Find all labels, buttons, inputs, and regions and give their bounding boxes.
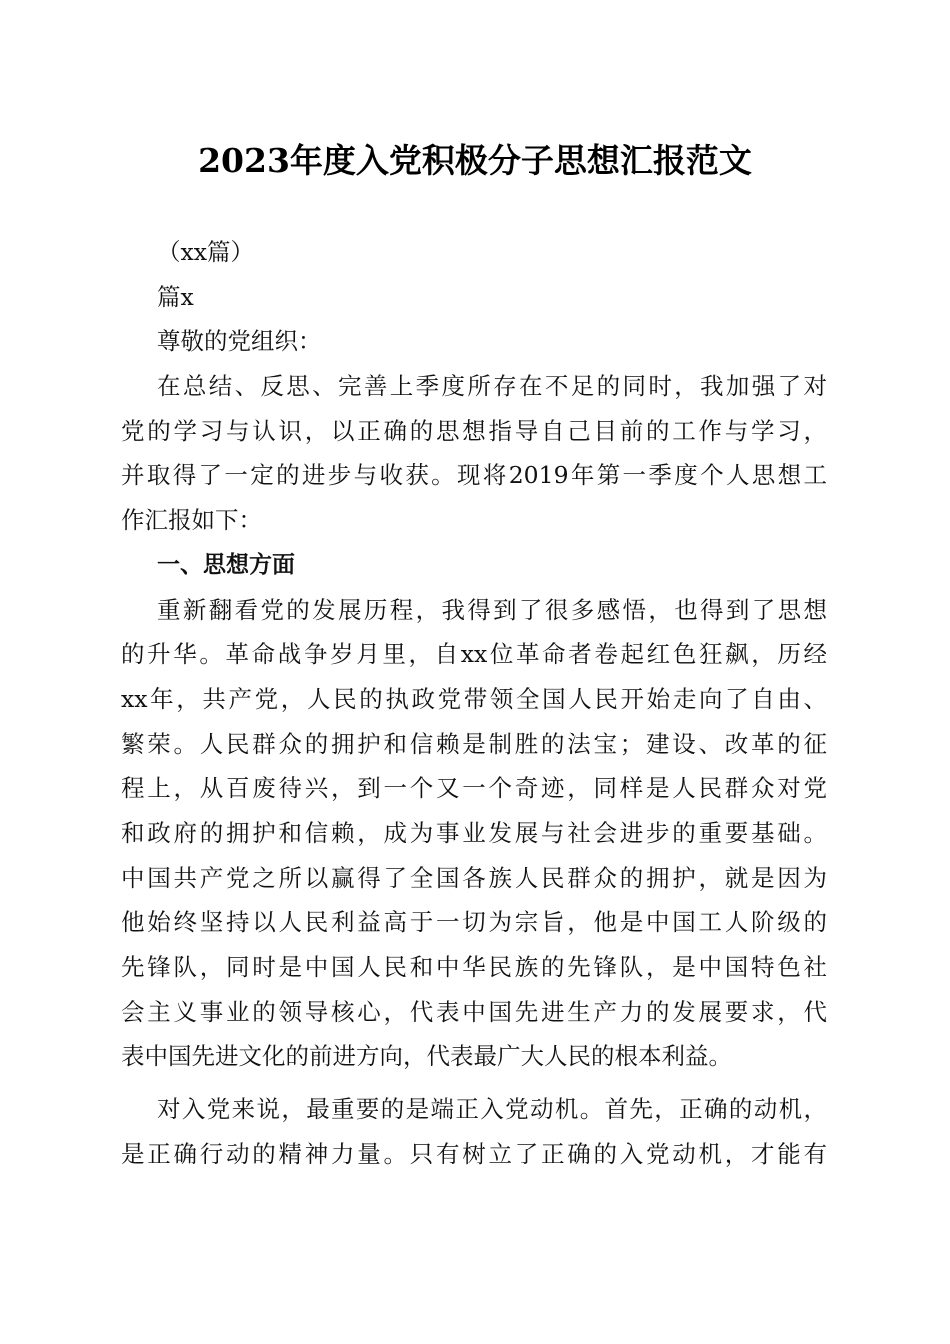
document-body bbox=[121, 230, 827, 1176]
paragraph-line: 和政府的拥护和信赖，成为事业发展与社会进步的重要基础。 bbox=[121, 818, 827, 847]
paragraph-line: 会主义事业的领导核心，代表中国先进生产力的发展要求，代 bbox=[121, 997, 827, 1026]
paragraph-line: 是正确行动的精神力量。只有树立了正确的入党动机，才能有 bbox=[121, 1139, 827, 1168]
paragraph-line: 他始终坚持以人民利益高于一切为宗旨，他是中国工人阶级的 bbox=[121, 908, 827, 937]
paragraph-line: 的升华。革命战争岁月里，自xx位革命者卷起红色狂飙，历经 bbox=[121, 640, 827, 669]
intro-line: 党的学习与认识，以正确的思想指导自己目前的工作与学习， bbox=[121, 416, 827, 445]
intro-line: 并取得了一定的进步与收获。现将2019年第一季度个人思想工 bbox=[121, 461, 827, 490]
paragraph-line: 先锋队，同时是中国人民和中华民族的先锋队，是中国特色社 bbox=[121, 953, 827, 981]
section-label: 篇x bbox=[157, 282, 194, 311]
paragraph-line: 对入党来说，最重要的是端正入党动机。首先，正确的动机， bbox=[157, 1095, 827, 1124]
paragraph-line: 表中国先进文化的前进方向，代表最广大人民的根本利益。 bbox=[121, 1042, 732, 1071]
paragraph-line: 重新翻看党的发展历程，我得到了很多感悟，也得到了思想 bbox=[157, 595, 827, 624]
paragraph-line: 繁荣。人民群众的拥护和信赖是制胜的法宝；建设、改革的征 bbox=[121, 729, 827, 758]
paragraph-line: xx年，共产党，人民的执政党带领全国人民开始走向了自由、 bbox=[121, 684, 827, 713]
paragraph-line: 程上，从百废待兴，到一个又一个奇迹，同样是人民群众对党 bbox=[121, 774, 827, 803]
paragraph-gap bbox=[121, 1079, 827, 1087]
intro-line: 作汇报如下： bbox=[121, 506, 262, 535]
document-title: 2023年度入党积极分子思想汇报范文 bbox=[198, 141, 752, 180]
paragraph-line: 中国共产党之所以赢得了全国各族人民群众的拥护，就是因为 bbox=[121, 863, 827, 892]
intro-line: 在总结、反思、完善上季度所存在不足的同时，我加强了对 bbox=[157, 372, 827, 401]
subtitle: （xx篇） bbox=[157, 238, 255, 266]
section-heading: 一、思想方面 bbox=[157, 551, 295, 578]
greeting: 尊敬的党组织： bbox=[157, 327, 322, 356]
